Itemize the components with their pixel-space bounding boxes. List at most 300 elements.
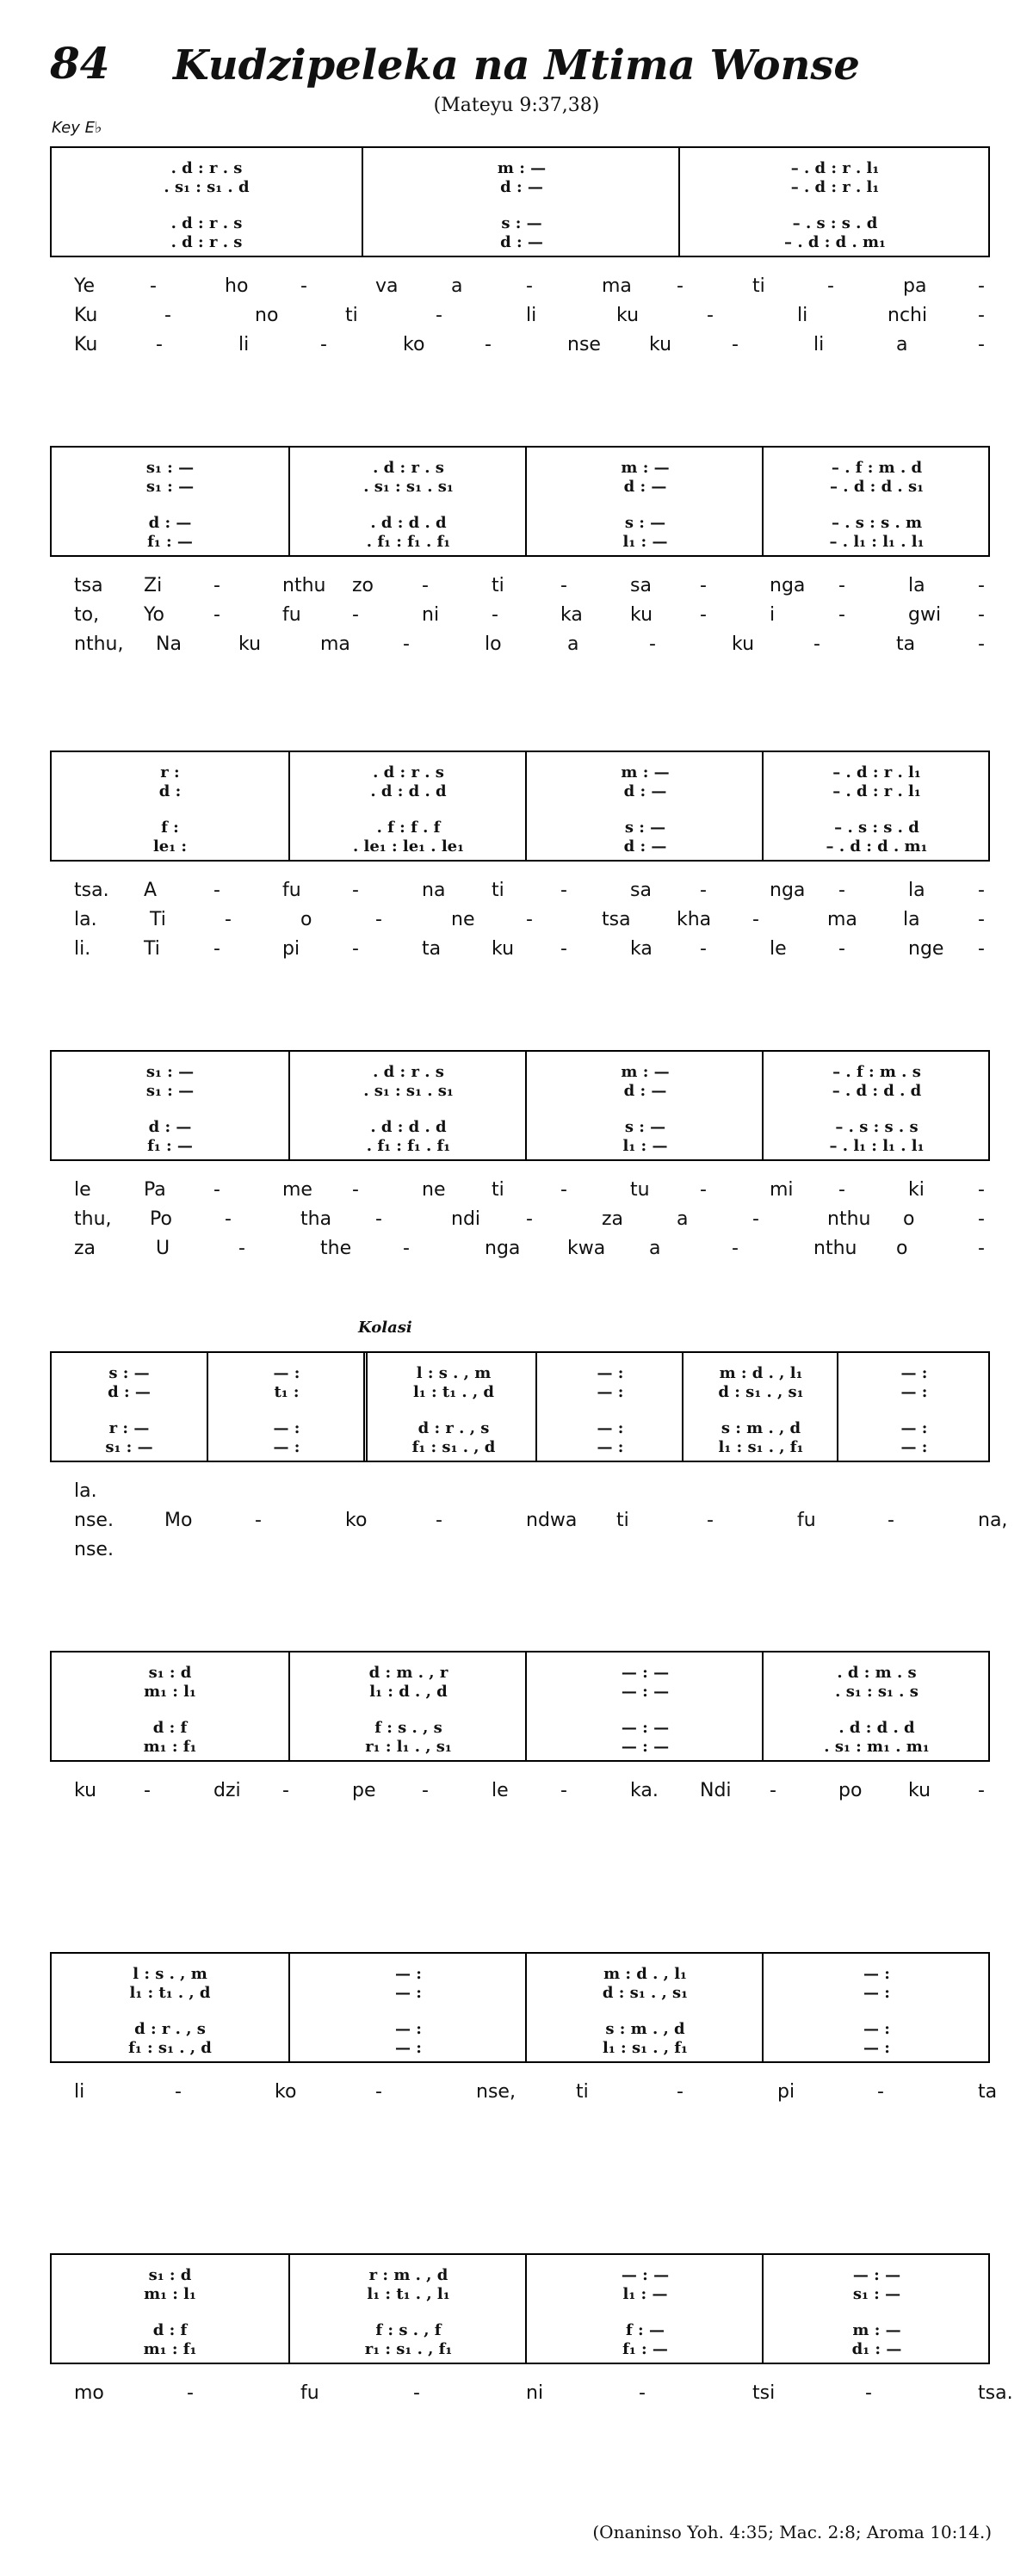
lyric-syllable: sa xyxy=(630,880,652,901)
lyric-syllable: ki xyxy=(908,1179,925,1201)
solfa-notes: — : xyxy=(395,1983,422,2002)
lyric-syllable: - xyxy=(677,275,684,297)
voice-part-row xyxy=(764,1964,990,1983)
solfa-notes: d : — xyxy=(148,513,192,532)
voice-part-row xyxy=(527,837,764,856)
solfa-notes: s : m . , d xyxy=(721,1418,801,1437)
lyric-syllable: tsa. xyxy=(978,2382,1013,2404)
solfa-notes: f : — xyxy=(626,2320,665,2339)
voice-part-row xyxy=(537,1363,684,1382)
solfa-notes: — : xyxy=(597,1382,624,1401)
lyric-syllable: pi xyxy=(777,2081,795,2103)
voice-part-row xyxy=(208,1418,365,1437)
solfa-notes: – . s : s . m xyxy=(831,513,923,532)
lyric-syllable: pi xyxy=(282,938,300,960)
lyric-syllable: Ku xyxy=(74,305,98,326)
lyric-syllable: - xyxy=(752,1208,759,1230)
lyric-syllable: - xyxy=(700,575,707,596)
lyric-syllable: ta xyxy=(978,2081,998,2103)
solfa-notes: r : xyxy=(160,763,180,781)
measure xyxy=(535,1353,684,1461)
lyric-syllable: a xyxy=(649,1238,661,1259)
solfa-notes: – . d : d . d xyxy=(832,1081,922,1100)
lyric-syllable: ho xyxy=(225,275,249,297)
lyric-line xyxy=(0,1208,1033,1234)
solfa-notes: l : s . , m xyxy=(133,1964,207,1983)
solfa-notes: d : — xyxy=(148,1117,192,1136)
lyric-syllable: - xyxy=(225,1208,232,1230)
voice-part-row xyxy=(52,837,288,856)
voice-part-row xyxy=(52,1964,288,1983)
lyric-syllable: pe xyxy=(352,1780,376,1801)
solfa-notes: — : xyxy=(597,1418,624,1437)
voice-part-row xyxy=(290,1062,527,1081)
solfa-notes: — : xyxy=(863,1964,890,1983)
lyric-syllable: nse, xyxy=(476,2081,516,2103)
voice-part-row xyxy=(52,158,362,177)
measure xyxy=(762,752,990,860)
voice-part-row xyxy=(680,213,990,232)
lyric-syllable: ni xyxy=(526,2382,544,2404)
solfa-notes: – . s : s . s xyxy=(835,1117,919,1136)
lyric-syllable: U xyxy=(156,1238,170,1259)
voice-part-row xyxy=(368,1363,540,1382)
measure xyxy=(52,1954,288,2061)
measure xyxy=(363,1353,540,1461)
solfa-notes: s₁ : d xyxy=(148,2265,192,2284)
lyric-syllable: li xyxy=(238,334,250,355)
voice-part-row xyxy=(764,2038,990,2057)
lyric-syllable: Po xyxy=(150,1208,172,1230)
measure xyxy=(762,1052,990,1159)
lyric-syllable: ma xyxy=(320,633,350,655)
solfa-notes: — : xyxy=(863,2038,890,2057)
tonic-solfa-system xyxy=(50,1050,990,1161)
lyric-syllable: - xyxy=(422,1780,429,1801)
voice-part-row xyxy=(290,1663,527,1682)
lyric-syllable: - xyxy=(813,633,820,655)
solfa-notes: l₁ : t₁ . , d xyxy=(129,1983,211,2002)
lyric-syllable: i xyxy=(770,604,776,626)
lyric-syllable: - xyxy=(707,1510,714,1531)
voice-part-row xyxy=(52,781,288,800)
lyric-syllable: to, xyxy=(74,604,100,626)
voice-part-row xyxy=(290,1136,527,1155)
lyric-syllable: mo xyxy=(74,2382,104,2404)
voice-part-row xyxy=(527,513,764,532)
lyric-syllable: ku xyxy=(649,334,672,355)
lyric-syllable: - xyxy=(422,575,429,596)
solfa-notes: – . l₁ : l₁ . l₁ xyxy=(829,532,925,551)
lyric-line xyxy=(0,909,1033,935)
voice-part-row xyxy=(52,1437,207,1456)
solfa-notes: d : — xyxy=(623,1081,667,1100)
lyric-syllable: ta xyxy=(422,938,442,960)
lyric-syllable: nthu xyxy=(813,1238,857,1259)
voice-part-row xyxy=(527,532,764,551)
voice-part-row xyxy=(764,2320,990,2339)
lyric-syllable: nga xyxy=(770,880,806,901)
solfa-notes: r₁ : s₁ . , f₁ xyxy=(364,2339,453,2358)
voice-part-row xyxy=(363,158,680,177)
lyric-syllable: za xyxy=(74,1238,96,1259)
lyric-syllable: - xyxy=(492,604,498,626)
lyric-syllable: Yo xyxy=(144,604,164,626)
voice-part-row xyxy=(290,2284,527,2303)
solfa-notes: — : — xyxy=(621,1737,670,1756)
solfa-notes: — : xyxy=(900,1382,928,1401)
voice-part-row xyxy=(363,213,680,232)
lyric-syllable: tha xyxy=(300,1208,332,1230)
lyric-syllable: me xyxy=(282,1179,312,1201)
lyric-syllable: ta xyxy=(896,633,916,655)
lyric-syllable: - xyxy=(375,1208,382,1230)
voice-part-row xyxy=(527,1062,764,1081)
lyric-syllable: ti xyxy=(576,2081,589,2103)
solfa-notes: . f₁ : f₁ . f₁ xyxy=(366,532,451,551)
lyric-syllable: - xyxy=(978,909,985,930)
lyric-syllable: - xyxy=(978,1238,985,1259)
lyric-syllable: ne xyxy=(422,1179,446,1201)
solfa-notes: – . f : m . d xyxy=(831,458,923,477)
lyric-syllable: ti xyxy=(752,275,765,297)
lyric-syllable: o xyxy=(896,1238,908,1259)
lyric-syllable: nga xyxy=(770,575,806,596)
lyric-syllable: ka xyxy=(560,604,583,626)
lyric-syllable: tsa xyxy=(74,575,103,596)
voice-part-row xyxy=(52,1363,207,1382)
voice-part-row xyxy=(527,781,764,800)
lyric-syllable: ko xyxy=(275,2081,297,2103)
lyric-syllable: - xyxy=(225,909,232,930)
lyric-syllable: - xyxy=(978,1208,985,1230)
lyric-syllable: Ti xyxy=(144,938,160,960)
solfa-notes: — : xyxy=(395,1964,422,1983)
lyric-syllable: - xyxy=(838,938,845,960)
voice-part-row xyxy=(764,1737,990,1756)
lyric-syllable: - xyxy=(560,938,567,960)
solfa-notes: — : — xyxy=(621,1663,670,1682)
solfa-notes: f : s . , f xyxy=(375,2320,442,2339)
solfa-notes: – . d : d . m₁ xyxy=(826,837,928,856)
lyric-syllable: ku xyxy=(74,1780,97,1801)
voice-part-row xyxy=(527,1964,764,1983)
lyric-syllable: pa xyxy=(903,275,927,297)
solfa-notes: m : — xyxy=(621,1062,670,1081)
voice-part-row xyxy=(52,2320,288,2339)
solfa-notes: d : f xyxy=(152,1718,188,1737)
solfa-notes: — : xyxy=(863,2019,890,2038)
measure xyxy=(525,1052,764,1159)
lyric-line xyxy=(0,1480,1033,1506)
lyric-line xyxy=(0,880,1033,905)
tonic-solfa-system xyxy=(50,446,990,557)
lyric-syllable: o xyxy=(300,909,312,930)
solfa-notes: l₁ : t₁ . , l₁ xyxy=(367,2284,450,2303)
tonic-solfa-system xyxy=(50,2253,990,2364)
voice-part-row xyxy=(290,2038,527,2057)
lyric-syllable: - xyxy=(526,1208,533,1230)
solfa-notes: r : — xyxy=(108,1418,150,1437)
solfa-notes: f₁ : — xyxy=(147,532,193,551)
voice-part-row xyxy=(764,1718,990,1737)
solfa-notes: f₁ : — xyxy=(147,1136,193,1155)
solfa-notes: . d : r . s xyxy=(373,458,444,477)
solfa-notes: . d : m . s xyxy=(837,1663,917,1682)
lyric-syllable: - xyxy=(213,938,220,960)
lyric-syllable: - xyxy=(187,2382,194,2404)
solfa-notes: — : xyxy=(273,1363,300,1382)
lyric-syllable: ndwa xyxy=(526,1510,578,1531)
voice-part-row xyxy=(363,232,680,251)
measure xyxy=(525,448,764,555)
voice-part-row xyxy=(52,2019,288,2038)
voice-part-row xyxy=(764,1983,990,2002)
lyric-syllable: le xyxy=(770,938,787,960)
lyric-syllable: - xyxy=(375,2081,382,2103)
voice-part-row xyxy=(838,1437,990,1456)
solfa-notes: m : — xyxy=(852,2320,901,2339)
voice-part-row xyxy=(764,2284,990,2303)
voice-part-row xyxy=(680,158,990,177)
tonic-solfa-system xyxy=(50,146,990,257)
solfa-notes: – . s : s . d xyxy=(792,213,878,232)
lyric-syllable: Ku xyxy=(74,334,98,355)
solfa-notes: d : — xyxy=(500,177,543,196)
lyric-syllable: ka xyxy=(630,938,653,960)
solfa-notes: . d : d . d xyxy=(370,781,447,800)
lyric-syllable: - xyxy=(352,938,359,960)
lyric-syllable: - xyxy=(352,1179,359,1201)
solfa-notes: — : — xyxy=(621,2265,670,2284)
voice-part-row xyxy=(52,1718,288,1737)
voice-part-row xyxy=(527,458,764,477)
solfa-notes: . d : r . s xyxy=(170,232,243,251)
voice-part-row xyxy=(52,2265,288,2284)
voice-part-row xyxy=(537,1418,684,1437)
lyric-syllable: - xyxy=(413,2382,420,2404)
voice-part-row xyxy=(208,1437,365,1456)
voice-part-row xyxy=(527,1682,764,1701)
measure xyxy=(288,2255,527,2363)
voice-part-row xyxy=(527,1983,764,2002)
lyric-syllable: - xyxy=(700,1179,707,1201)
lyric-syllable: - xyxy=(649,633,656,655)
lyric-line xyxy=(0,604,1033,630)
solfa-notes: d : — xyxy=(623,781,667,800)
voice-part-row xyxy=(537,1382,684,1401)
lyric-syllable: Mo xyxy=(164,1510,193,1531)
scripture-reference: (Mateyu 9:37,38) xyxy=(433,95,600,116)
lyric-syllable: la. xyxy=(74,909,97,930)
voice-part-row xyxy=(290,458,527,477)
solfa-notes: d : xyxy=(158,781,182,800)
lyric-syllable: - xyxy=(213,880,220,901)
measure xyxy=(837,1353,990,1461)
lyric-syllable: nthu, xyxy=(74,633,124,655)
key-signature: Key E♭ xyxy=(52,119,102,137)
solfa-notes: — : — xyxy=(852,2265,901,2284)
solfa-notes: . f₁ : f₁ . f₁ xyxy=(366,1136,451,1155)
measure xyxy=(52,2255,288,2363)
lyric-line xyxy=(0,305,1033,330)
lyric-syllable: - xyxy=(150,275,157,297)
lyric-syllable: li xyxy=(74,2081,85,2103)
measure xyxy=(52,148,362,256)
solfa-notes: . le₁ : le₁ . le₁ xyxy=(352,837,465,856)
voice-part-row xyxy=(290,818,527,837)
tonic-solfa-system xyxy=(50,1651,990,1762)
solfa-notes: m₁ : l₁ xyxy=(144,1682,196,1701)
voice-part-row xyxy=(52,1663,288,1682)
lyric-syllable: - xyxy=(978,1780,985,1801)
hymn-title: Kudzipeleka na Mtima Wonse xyxy=(173,41,860,90)
solfa-notes: l₁ : — xyxy=(622,2284,668,2303)
solfa-notes: . s₁ : s₁ . s xyxy=(835,1682,919,1701)
voice-part-row xyxy=(290,532,527,551)
chorus-label: Kolasi xyxy=(358,1319,412,1337)
lyric-syllable: - xyxy=(282,1780,289,1801)
solfa-notes: l : s . , m xyxy=(416,1363,492,1382)
lyric-syllable: lo xyxy=(485,633,502,655)
voice-part-row xyxy=(290,2339,527,2358)
voice-part-row xyxy=(537,1437,684,1456)
solfa-notes: d : — xyxy=(623,837,667,856)
solfa-notes: f₁ : s₁ . , d xyxy=(411,1437,496,1456)
lyric-syllable: - xyxy=(560,575,567,596)
measure xyxy=(52,1052,288,1159)
solfa-notes: m₁ : f₁ xyxy=(143,1737,197,1756)
solfa-notes: d : r . , s xyxy=(134,2019,206,2038)
voice-part-row xyxy=(764,781,990,800)
measure xyxy=(52,1353,207,1461)
voice-part-row xyxy=(290,837,527,856)
solfa-notes: . s₁ : s₁ . d xyxy=(164,177,250,196)
lyric-syllable: - xyxy=(436,305,442,326)
lyric-syllable: - xyxy=(978,938,985,960)
voice-part-row xyxy=(684,1418,838,1437)
voice-part-row xyxy=(527,2320,764,2339)
voice-part-row xyxy=(290,2320,527,2339)
lyric-syllable: ne xyxy=(451,909,475,930)
lyric-line xyxy=(0,575,1033,601)
solfa-notes: — : — xyxy=(621,1682,670,1701)
lyric-syllable: kha xyxy=(677,909,712,930)
measure xyxy=(762,1652,990,1760)
voice-part-row xyxy=(290,1682,527,1701)
lyric-syllable: fu xyxy=(300,2382,319,2404)
solfa-notes: m₁ : f₁ xyxy=(143,2339,197,2358)
measure xyxy=(288,752,527,860)
hymn-number: 84 xyxy=(50,38,110,89)
lyric-syllable: ti xyxy=(345,305,358,326)
lyric-syllable: - xyxy=(320,334,327,355)
lyric-line xyxy=(0,334,1033,360)
voice-part-row xyxy=(764,2019,990,2038)
lyric-line xyxy=(0,1539,1033,1565)
solfa-notes: – . d : r . l₁ xyxy=(790,177,880,196)
solfa-notes: – . d : r . l₁ xyxy=(790,158,880,177)
solfa-notes: . s₁ : s₁ . s₁ xyxy=(363,1081,454,1100)
voice-part-row xyxy=(527,1117,764,1136)
lyric-syllable: fu xyxy=(282,604,301,626)
solfa-notes: . d : d . d xyxy=(838,1718,915,1737)
voice-part-row xyxy=(290,763,527,781)
solfa-notes: m : — xyxy=(621,458,670,477)
lyric-syllable: a xyxy=(896,334,908,355)
voice-part-row xyxy=(290,1081,527,1100)
solfa-notes: f₁ : s₁ . , d xyxy=(128,2038,212,2057)
lyric-syllable: - xyxy=(838,880,845,901)
voice-part-row xyxy=(764,2339,990,2358)
lyric-syllable: le xyxy=(492,1780,509,1801)
lyric-syllable: - xyxy=(838,604,845,626)
measure xyxy=(525,1954,764,2061)
voice-part-row xyxy=(52,1983,288,2002)
lyric-syllable: ti xyxy=(492,880,504,901)
tonic-solfa-system xyxy=(50,1952,990,2063)
measure xyxy=(52,1652,288,1760)
lyric-syllable: - xyxy=(978,1179,985,1201)
lyric-syllable: a xyxy=(567,633,579,655)
solfa-notes: s₁ : d xyxy=(148,1663,192,1682)
source-references: (Onaninso Yoh. 4:35; Mac. 2:8; Aroma 10:14.) xyxy=(592,2522,992,2542)
solfa-notes: le₁ : xyxy=(152,837,188,856)
lyric-line xyxy=(0,2382,1033,2408)
voice-part-row xyxy=(52,1682,288,1701)
voice-part-row xyxy=(838,1363,990,1382)
lyric-syllable: the xyxy=(320,1238,352,1259)
solfa-notes: s : — xyxy=(624,818,666,837)
lyric-syllable: - xyxy=(978,275,985,297)
solfa-notes: m : — xyxy=(621,763,670,781)
lyric-syllable: ndi xyxy=(451,1208,481,1230)
solfa-notes: d : m . , r xyxy=(368,1663,448,1682)
lyric-syllable: la. xyxy=(74,1480,97,1502)
lyric-syllable: nse. xyxy=(74,1539,114,1560)
solfa-notes: — : xyxy=(900,1418,928,1437)
voice-part-row xyxy=(52,232,362,251)
lyric-syllable: - xyxy=(639,2382,646,2404)
voice-part-row xyxy=(290,2265,527,2284)
voice-part-row xyxy=(764,837,990,856)
voice-part-row xyxy=(527,477,764,496)
lyric-syllable: nga xyxy=(485,1238,521,1259)
voice-part-row xyxy=(52,1081,288,1100)
voice-part-row xyxy=(52,532,288,551)
lyric-syllable: la xyxy=(908,880,925,901)
solfa-notes: r : m . , d xyxy=(368,2265,448,2284)
solfa-notes: l₁ : — xyxy=(622,532,668,551)
lyric-syllable: A xyxy=(144,880,158,901)
lyric-syllable: no xyxy=(255,305,279,326)
voice-part-row xyxy=(52,177,362,196)
voice-part-row xyxy=(684,1382,838,1401)
lyric-syllable: ku xyxy=(630,604,653,626)
tonic-solfa-system xyxy=(50,751,990,862)
lyric-syllable: li. xyxy=(74,938,91,960)
measure xyxy=(207,1353,365,1461)
lyric-syllable: tu xyxy=(630,1179,650,1201)
solfa-notes: — : xyxy=(273,1418,300,1437)
lyric-syllable: - xyxy=(770,1780,776,1801)
measure xyxy=(362,148,680,256)
measure xyxy=(525,752,764,860)
solfa-notes: — : xyxy=(863,1983,890,2002)
lyric-line xyxy=(0,938,1033,964)
solfa-notes: l₁ : s₁ . , f₁ xyxy=(603,2038,688,2057)
lyric-syllable: ti xyxy=(492,575,504,596)
